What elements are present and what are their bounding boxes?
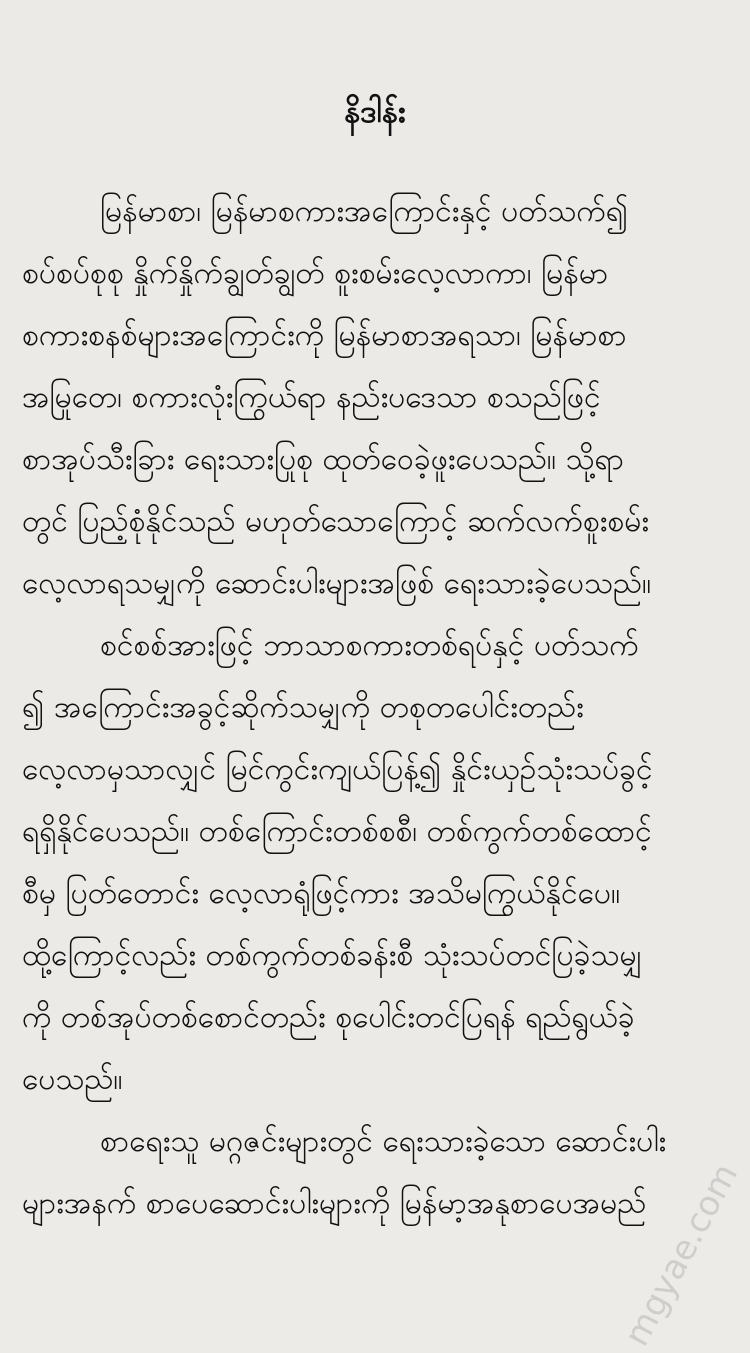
text-line: စာရေးသူ မဂ္ဂဇင်းများတွင် ရေးသားခဲ့သော ဆောင်းပါး xyxy=(100,1124,667,1159)
text-line: စီမှ ပြတ်တောင်း လေ့လာရုံဖြင့်ကား အသိမကြွယ်နိုင်ပေ။ xyxy=(22,876,621,911)
text-line: ထို့ကြောင့်လည်း တစ်ကွက်တစ်ခန်းစီ သုံးသပ်တင်ပြခဲ့သမျှ xyxy=(22,938,643,973)
text-line: စကားစနစ်များအကြောင်းကို မြန်မာစာအရသာ၊ မြန်မာစာ xyxy=(22,318,627,353)
text-line: ပေသည်။ xyxy=(22,1062,123,1097)
text-line: စာအုပ်သီးခြား ရေးသားပြုစု ထုတ်ဝေခဲ့ဖူးပေသည်။ သို့ရာ xyxy=(22,442,625,477)
watermark: mgyae.com xyxy=(616,1157,746,1353)
text-line: လေ့လာရသမျှကို ဆောင်းပါးများအဖြစ် ရေးသားခဲ့ပေသည်။ xyxy=(22,566,652,601)
text-line: စပ်စပ်စုစု နှိုက်နှိုက်ချွတ်ချွတ် စူးစမ်းလေ့လာကာ၊ မြန်မာ xyxy=(22,256,609,291)
paragraph-1 xyxy=(0,181,750,615)
text-line: ၍ အကြောင်းအခွင့်ဆိုက်သမျှကို တစုတပေါင်းတည်း xyxy=(22,690,584,725)
text-line: စင်စစ်အားဖြင့် ဘာသာစကားတစ်ရပ်နှင့် ပတ်သက် xyxy=(100,628,639,663)
paragraph-3 xyxy=(0,1111,750,1235)
page-title: နိဒါန်း xyxy=(344,94,406,130)
text-line: လေ့လာမှသာလျှင် မြင်ကွင်းကျယ်ပြန့်၍ နှိုင်းယှဉ်သုံးသပ်ခွင့် xyxy=(22,752,653,787)
text-line: များအနက် စာပေဆောင်းပါးများကို မြန်မာ့အနုစာပေအမည် xyxy=(22,1186,647,1221)
text-line: မြန်မာစာ၊ မြန်မာစကားအကြောင်းနှင့် ပတ်သက်၍ xyxy=(100,194,629,229)
text-line: အမြုတေ၊ စကားလုံးကြွယ်ရာ နည်းပဒေသာ စသည်ဖြင့် xyxy=(22,380,601,415)
paragraph-2 xyxy=(0,615,750,1111)
text-line: ကို တစ်အုပ်တစ်စောင်တည်း စုပေါင်းတင်ပြရန် ရည်ရွယ်ခဲ့ xyxy=(22,1000,635,1035)
text-line: တွင် ပြည့်စုံနိုင်သည် မဟုတ်သောကြောင့် ဆက်လက်စူးစမ်း xyxy=(22,504,649,539)
text-line: ရရှိနိုင်ပေသည်။ တစ်ကြောင်းတစ်စစီ၊ တစ်ကွက်တစ်ထောင့် xyxy=(22,814,652,849)
